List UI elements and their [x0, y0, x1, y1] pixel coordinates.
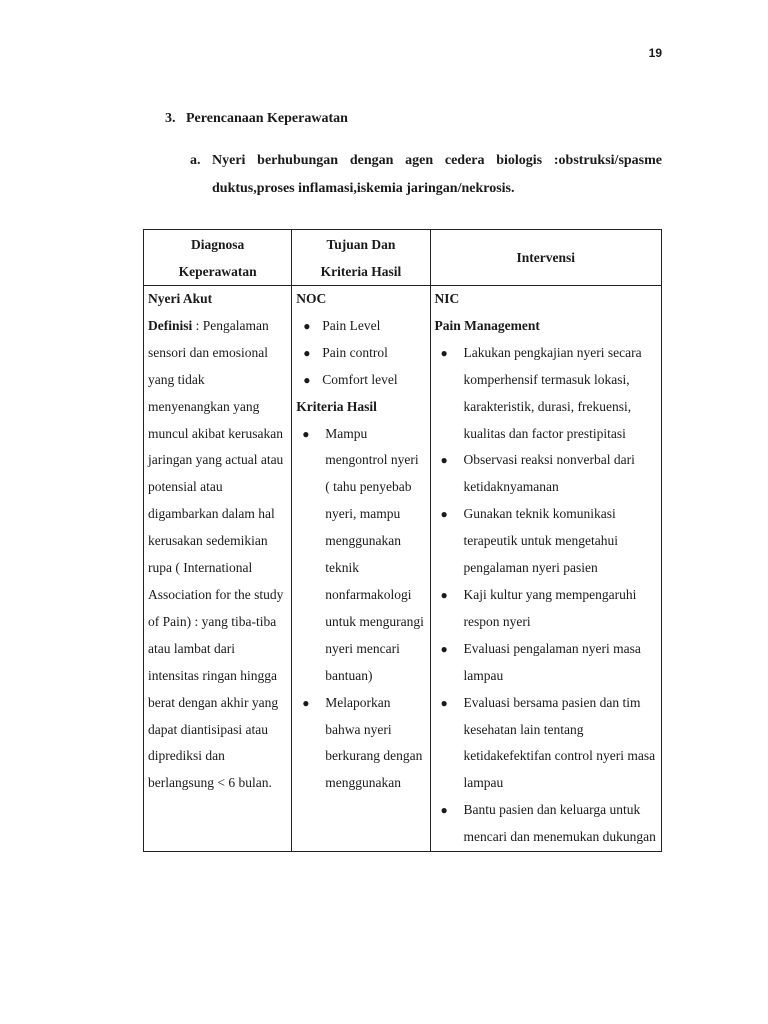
intervensi-item-text: Observasi reaksi nonverbal dari ketidaknyamanan	[463, 452, 635, 495]
list-item	[296, 367, 425, 394]
list-item	[435, 340, 657, 448]
list-item	[435, 447, 657, 501]
subsection-text: Nyeri berhubungan dengan agen cedera biologis :obstruksi/spasme duktus,proses inflamasi,iskemia jaringan/nekrosis.	[212, 153, 662, 196]
noc-list	[296, 313, 425, 394]
header-diagnosa-line2: Keperawatan	[178, 263, 257, 279]
intervensi-list	[435, 340, 657, 851]
pain-management-label: Pain Management	[434, 317, 540, 333]
list-item	[435, 582, 657, 636]
kriteria-item-text: Melaporkan bahwa nyeri berkurang dengan menggunakan	[325, 694, 423, 791]
care-plan-table	[143, 229, 662, 852]
bullet-icon: ●	[302, 695, 310, 710]
kriteria-item-text: Mampu mengontrol nyeri ( tahu penyebab nyeri, mampu menggunakan teknik nonfarmakologi untuk mengurangi nyeri mencari bantuan)	[325, 425, 424, 683]
list-item	[296, 421, 425, 690]
diagnosa-definition	[148, 313, 287, 797]
header-diagnosa	[144, 230, 292, 286]
intervensi-item-text: Kaji kultur yang mempengaruhi respon nyeri	[463, 586, 637, 629]
noc-item-text: Pain Level	[322, 317, 381, 333]
header-tujuan-line2: Kriteria Hasil	[320, 263, 402, 279]
list-item	[296, 340, 425, 367]
section-title: Perencanaan Keperawatan	[186, 111, 348, 126]
header-tujuan-line1: Tujuan Dan	[326, 236, 396, 252]
noc-item-text: Pain control	[322, 344, 388, 360]
diagnosa-cell	[144, 286, 292, 852]
list-item	[296, 690, 425, 798]
header-intervensi: Intervensi	[430, 230, 661, 286]
table-row	[144, 286, 662, 852]
list-item	[435, 690, 657, 798]
section-heading	[165, 111, 348, 127]
definition-label: Definisi	[148, 317, 193, 333]
subsection-marker: a.	[190, 153, 201, 168]
bullet-icon: ●	[302, 426, 310, 441]
intervensi-item-text: Evaluasi pengalaman nyeri masa lampau	[463, 640, 641, 683]
bullet-icon: ●	[303, 318, 311, 333]
kriteria-list	[296, 421, 425, 798]
bullet-icon: ●	[440, 453, 448, 468]
bullet-icon: ●	[440, 695, 448, 710]
noc-label: NOC	[296, 291, 327, 306]
diagnosa-title: Nyeri Akut	[148, 291, 213, 306]
kriteria-label: Kriteria Hasil	[296, 398, 377, 414]
intervensi-item-text: Bantu pasien dan keluarga untuk mencari dan menemukan dukungan	[463, 802, 656, 845]
bullet-icon: ●	[303, 372, 311, 387]
list-item	[435, 636, 657, 690]
bullet-icon: ●	[440, 587, 448, 602]
header-tujuan	[292, 230, 430, 286]
tujuan-cell	[292, 286, 430, 852]
intervensi-item-text: Lakukan pengkajian nyeri secara komperhensif termasuk lokasi, karakteristik, durasi, frekuensi, kualitas dan factor prestipitasi	[463, 344, 642, 441]
intervensi-cell	[430, 286, 661, 852]
noc-item-text: Comfort level	[322, 371, 398, 387]
bullet-icon: ●	[440, 641, 448, 656]
intervensi-item-text: Evaluasi bersama pasien dan tim kesehatan lain tentang ketidakefektifan control nyeri masa lampau	[463, 694, 656, 791]
table-header-row	[144, 230, 662, 286]
list-item	[435, 501, 657, 582]
bullet-icon: ●	[303, 345, 311, 360]
page-number: 19	[648, 46, 662, 60]
definition-text: : Pengalaman sensori dan emosional yang tidak menyenangkan yang muncul akibat kerusakan jaringan yang actual atau potensial atau digambarkan dalam hal kerusakan sedemikian rupa ( International Association for the study of Pain) : yang tiba-tiba atau lambat dari intensitas ringan hingga berat dengan akhir yang dapat diantisipasi atau diprediksi dan berlangsung < 6 bulan.	[148, 317, 284, 791]
intervensi-item-text: Gunakan teknik komunikasi terapeutik untuk mengetahui pengalaman nyeri pasien	[463, 506, 618, 576]
nic-label: NIC	[434, 291, 460, 306]
subsection-heading	[190, 147, 662, 203]
bullet-icon: ●	[440, 345, 448, 360]
bullet-icon: ●	[440, 803, 448, 818]
list-item	[296, 313, 425, 340]
list-item	[435, 797, 657, 851]
bullet-icon: ●	[440, 507, 448, 522]
header-diagnosa-line1: Diagnosa	[191, 236, 245, 252]
section-number: 3.	[165, 111, 176, 126]
